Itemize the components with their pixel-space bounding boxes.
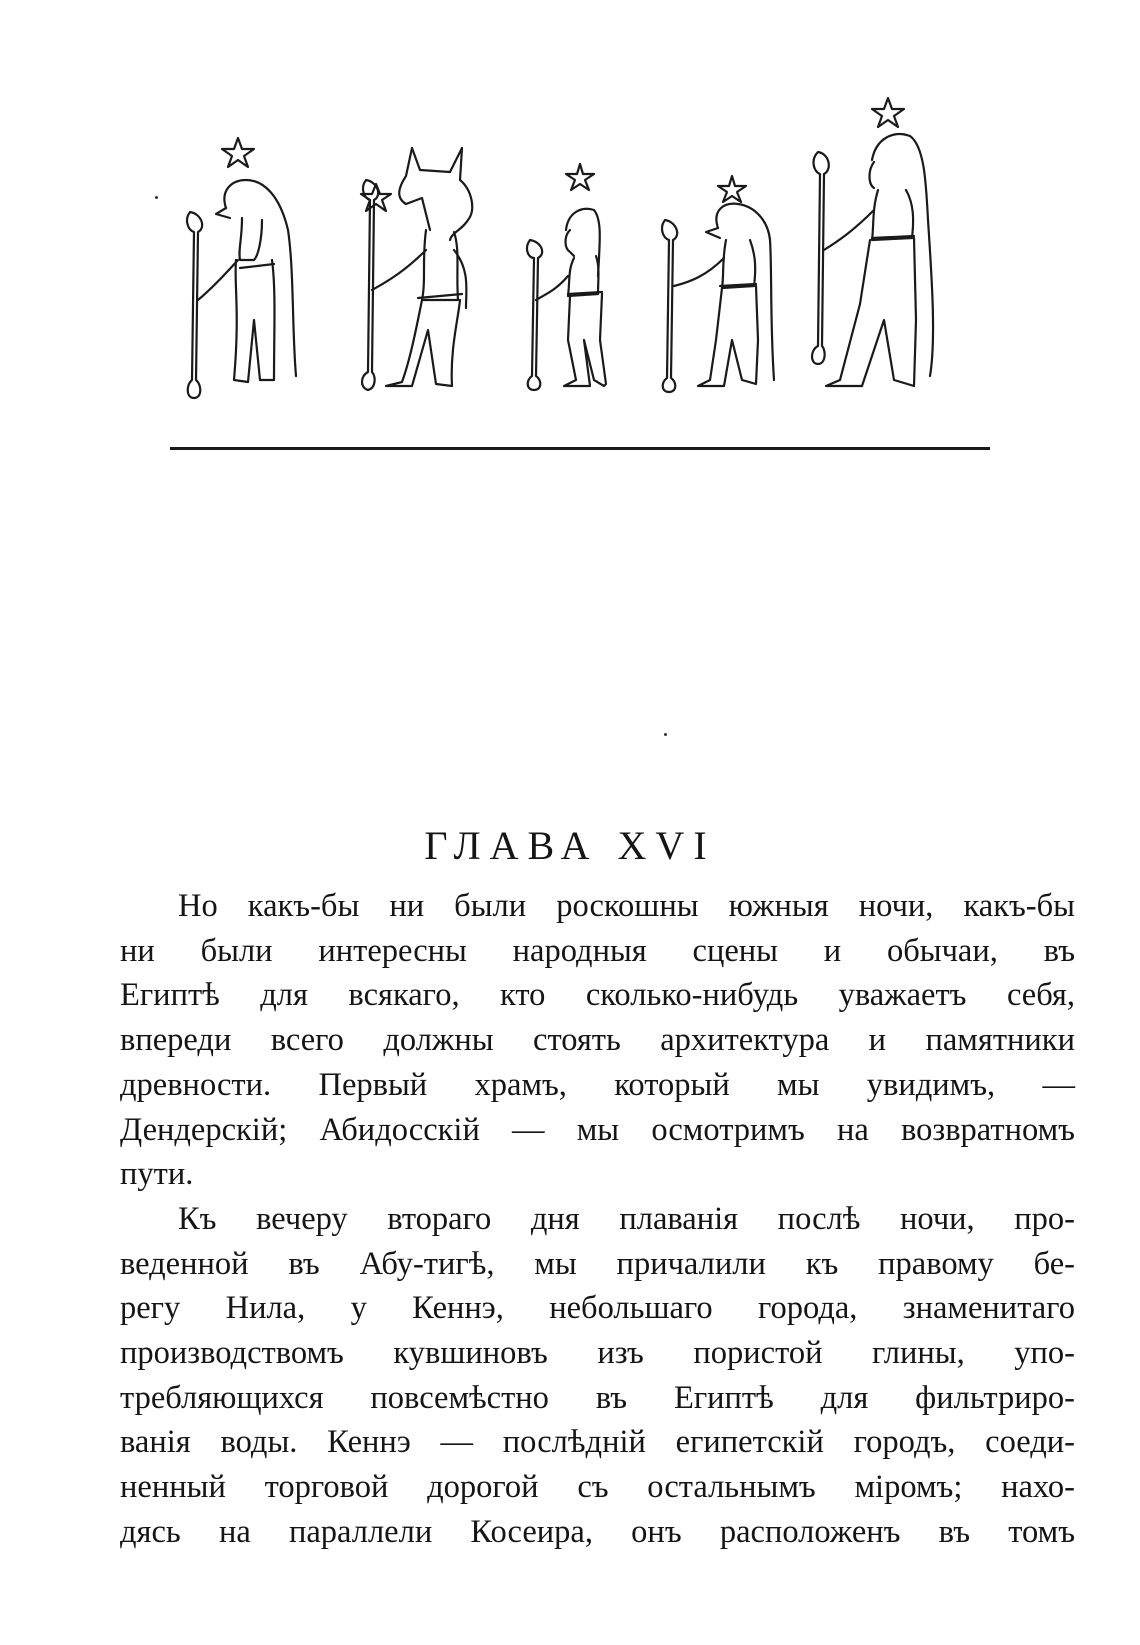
paragraph-2 [120,1197,1075,1555]
deity-figure-falcon-4 [662,176,774,392]
deity-figure-falcon-1 [187,138,296,398]
egyptian-deities-frieze [150,80,1010,460]
text-line: требляющихся повсемѣстно въ Египтѣ для фильтриро- [120,1379,1075,1416]
deities-drawing [150,80,1010,460]
text-line: Къ вечеру втораго дня плаванія послѣ ночи, про- [178,1200,1075,1237]
text-line: пути. [120,1156,194,1193]
text-line: ванія воды. Кеннэ — послѣдній египетскій городъ, соеди- [120,1424,1075,1461]
body-text [120,884,1075,1555]
deity-figure-human-5 [812,98,933,386]
paragraph-1 [120,884,1075,1197]
text-line: ненный торговой дорогой съ остальнымъ міромъ; нахо- [120,1469,1075,1506]
chapter-title: ГЛАВА XVI [424,822,716,868]
star-icon [222,138,254,167]
horizontal-rule [170,447,990,450]
text-line: регу Нила, у Кеннэ, небольшаго города, знаменитаго [120,1290,1075,1327]
text-line: Дендерскій; Абидосскій — мы осмотримъ на возвратномъ [120,1111,1075,1148]
star-icon [566,164,594,190]
text-line: веденной въ Абу-тигѣ, мы причалили къ правому бе- [120,1245,1075,1282]
deity-figure-human-3 [527,164,606,390]
deity-figure-jackal-2 [361,148,472,390]
text-line: древности. Первый храмъ, который мы увидимъ, — [120,1066,1075,1103]
text-line: производствомъ кувшиновъ изъ пористой глины, упо- [120,1335,1075,1372]
print-speck [664,733,667,736]
star-icon [872,98,904,127]
text-line: ни были интересны народныя сцены и обычаи, въ [120,932,1075,969]
print-speck [155,196,158,199]
star-icon [718,176,746,202]
text-line: дясь на параллели Косеира, онъ расположенъ въ томъ [120,1513,1075,1550]
text-line: Египтѣ для всякаго, кто сколько-нибудь уважаетъ себя, [120,977,1075,1014]
text-line: Но какъ-бы ни были роскошны южныя ночи, какъ-бы [178,888,1075,924]
text-line: впереди всего должны стоять архитектура и памятники [120,1022,1075,1059]
